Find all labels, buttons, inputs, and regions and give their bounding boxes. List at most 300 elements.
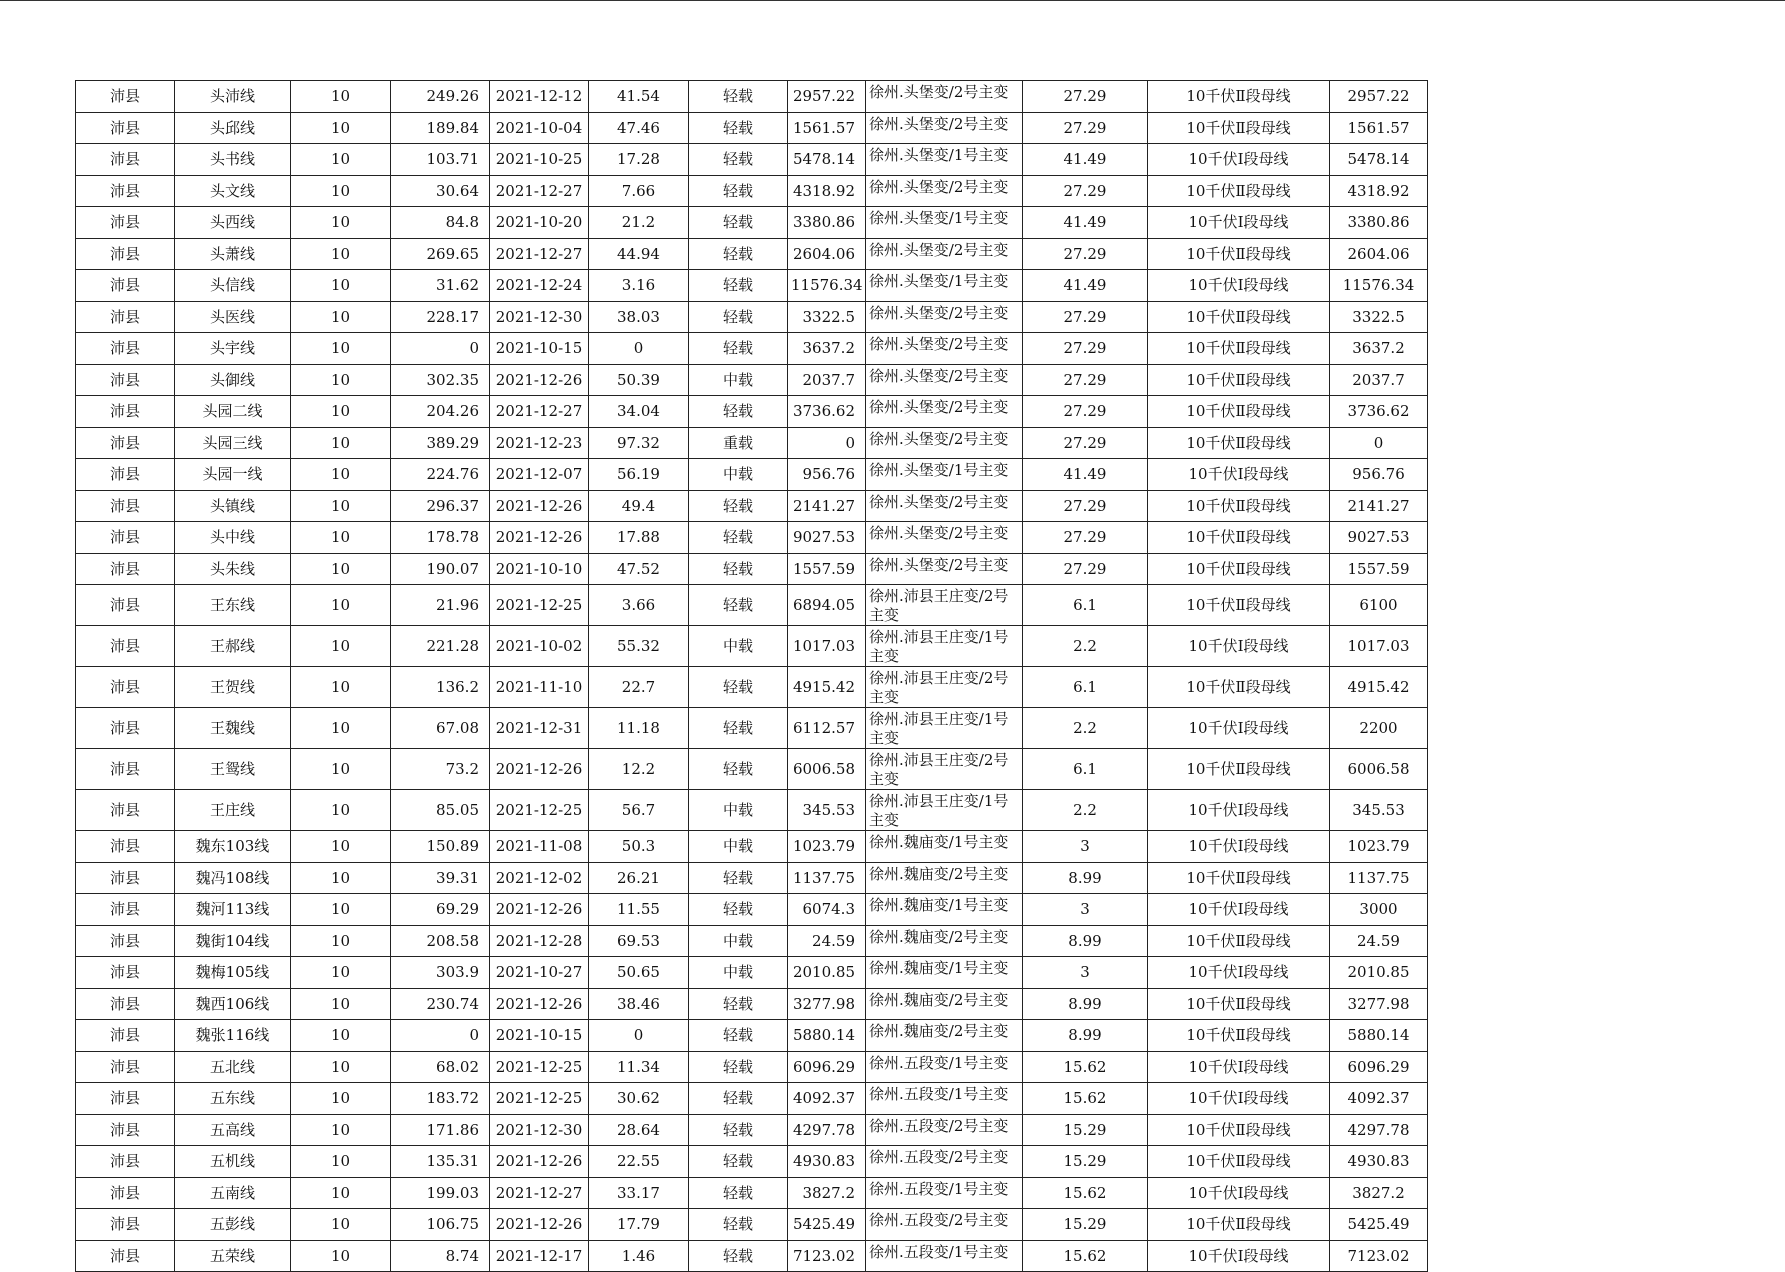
load-rate-cell: 11.55 [589,894,689,926]
spare-capacity-cell: 7123.02 [788,1240,866,1272]
voltage-cell: 10 [291,894,391,926]
load-rate-cell: 38.03 [589,301,689,333]
table-row [76,144,1428,176]
date-cell: 2021-10-02 [490,626,589,667]
spare-capacity-cell: 1137.75 [788,862,866,894]
voltage-cell: 10 [291,585,391,626]
transformer-load-rate-cell: 8.99 [1023,925,1148,957]
available-capacity-cell: 1561.57 [1330,112,1428,144]
county-cell: 沛县 [76,1083,175,1115]
table-row [76,862,1428,894]
busbar-cell: 10千伏Ⅰ段母线 [1148,1051,1330,1083]
substation-transformer-cell: 徐州.五段变/2号主变 [866,1114,1023,1146]
available-capacity-cell: 3277.98 [1330,988,1428,1020]
available-capacity-cell: 2957.22 [1330,81,1428,113]
current-cell: 135.31 [391,1146,490,1178]
date-cell: 2021-12-24 [490,270,589,302]
load-status-cell: 轻载 [689,396,788,428]
date-cell: 2021-12-26 [490,522,589,554]
available-capacity-cell: 6006.58 [1330,749,1428,790]
substation-transformer-cell: 徐州.头堡变/2号主变 [866,364,1023,396]
spare-capacity-cell: 2010.85 [788,957,866,989]
transformer-load-rate-cell: 27.29 [1023,553,1148,585]
load-status-cell: 轻载 [689,708,788,749]
available-capacity-cell: 4318.92 [1330,175,1428,207]
voltage-cell: 10 [291,1177,391,1209]
spare-capacity-cell: 2141.27 [788,490,866,522]
available-capacity-cell: 24.59 [1330,925,1428,957]
available-capacity-cell: 3736.62 [1330,396,1428,428]
date-cell: 2021-12-25 [490,790,589,831]
transformer-load-rate-cell: 27.29 [1023,175,1148,207]
busbar-cell: 10千伏Ⅱ段母线 [1148,333,1330,365]
busbar-cell: 10千伏Ⅰ段母线 [1148,207,1330,239]
line-name-cell: 五东线 [175,1083,291,1115]
current-cell: 103.71 [391,144,490,176]
table-body [76,81,1428,1272]
table-row [76,1177,1428,1209]
available-capacity-cell: 3637.2 [1330,333,1428,365]
county-cell: 沛县 [76,862,175,894]
load-status-cell: 中载 [689,790,788,831]
spare-capacity-cell: 4318.92 [788,175,866,207]
date-cell: 2021-12-26 [490,988,589,1020]
available-capacity-cell: 0 [1330,427,1428,459]
busbar-cell: 10千伏Ⅱ段母线 [1148,585,1330,626]
available-capacity-cell: 1023.79 [1330,831,1428,863]
line-name-cell: 魏西106线 [175,988,291,1020]
substation-transformer-cell: 徐州.头堡变/2号主变 [866,522,1023,554]
available-capacity-cell: 4297.78 [1330,1114,1428,1146]
voltage-cell: 10 [291,1209,391,1241]
load-rate-cell: 41.54 [589,81,689,113]
load-rate-cell: 55.32 [589,626,689,667]
substation-transformer-cell: 徐州.沛县王庄变/2号主变 [866,749,1023,790]
available-capacity-cell: 4915.42 [1330,667,1428,708]
substation-transformer-cell: 徐州.五段变/1号主变 [866,1051,1023,1083]
date-cell: 2021-12-31 [490,708,589,749]
current-cell: 21.96 [391,585,490,626]
table-row [76,749,1428,790]
busbar-cell: 10千伏Ⅱ段母线 [1148,1020,1330,1052]
current-cell: 178.78 [391,522,490,554]
load-status-cell: 轻载 [689,585,788,626]
line-name-cell: 头园一线 [175,459,291,491]
voltage-cell: 10 [291,1146,391,1178]
busbar-cell: 10千伏Ⅱ段母线 [1148,749,1330,790]
county-cell: 沛县 [76,749,175,790]
transformer-load-rate-cell: 6.1 [1023,667,1148,708]
spare-capacity-cell: 5880.14 [788,1020,866,1052]
load-status-cell: 轻载 [689,1240,788,1272]
busbar-cell: 10千伏Ⅰ段母线 [1148,790,1330,831]
table-row [76,175,1428,207]
current-cell: 0 [391,333,490,365]
busbar-cell: 10千伏Ⅰ段母线 [1148,831,1330,863]
substation-transformer-cell: 徐州.沛县王庄变/2号主变 [866,667,1023,708]
line-name-cell: 魏冯108线 [175,862,291,894]
load-rate-cell: 50.39 [589,364,689,396]
current-cell: 183.72 [391,1083,490,1115]
county-cell: 沛县 [76,207,175,239]
county-cell: 沛县 [76,790,175,831]
load-rate-cell: 11.34 [589,1051,689,1083]
line-name-cell: 五荣线 [175,1240,291,1272]
county-cell: 沛县 [76,708,175,749]
line-name-cell: 魏梅105线 [175,957,291,989]
spare-capacity-cell: 3322.5 [788,301,866,333]
current-cell: 73.2 [391,749,490,790]
load-rate-cell: 33.17 [589,1177,689,1209]
load-status-cell: 轻载 [689,749,788,790]
voltage-cell: 10 [291,957,391,989]
load-status-cell: 轻载 [689,1051,788,1083]
transformer-load-rate-cell: 3 [1023,894,1148,926]
spare-capacity-cell: 345.53 [788,790,866,831]
available-capacity-cell: 11576.34 [1330,270,1428,302]
county-cell: 沛县 [76,957,175,989]
voltage-cell: 10 [291,1114,391,1146]
transformer-load-rate-cell: 3 [1023,831,1148,863]
available-capacity-cell: 3380.86 [1330,207,1428,239]
spare-capacity-cell: 3277.98 [788,988,866,1020]
spare-capacity-cell: 3380.86 [788,207,866,239]
table-row [76,301,1428,333]
busbar-cell: 10千伏Ⅱ段母线 [1148,1114,1330,1146]
line-name-cell: 五高线 [175,1114,291,1146]
substation-transformer-cell: 徐州.五段变/1号主变 [866,1177,1023,1209]
substation-transformer-cell: 徐州.头堡变/1号主变 [866,207,1023,239]
substation-transformer-cell: 徐州.五段变/2号主变 [866,1146,1023,1178]
date-cell: 2021-12-28 [490,925,589,957]
voltage-cell: 10 [291,112,391,144]
transformer-load-rate-cell: 6.1 [1023,585,1148,626]
table-row [76,396,1428,428]
substation-transformer-cell: 徐州.头堡变/1号主变 [866,144,1023,176]
current-cell: 204.26 [391,396,490,428]
load-rate-cell: 50.65 [589,957,689,989]
transformer-load-rate-cell: 27.29 [1023,81,1148,113]
date-cell: 2021-12-12 [490,81,589,113]
transformer-load-rate-cell: 41.49 [1023,270,1148,302]
available-capacity-cell: 4092.37 [1330,1083,1428,1115]
county-cell: 沛县 [76,427,175,459]
spare-capacity-cell: 2037.7 [788,364,866,396]
county-cell: 沛县 [76,396,175,428]
transformer-load-rate-cell: 27.29 [1023,301,1148,333]
load-rate-cell: 97.32 [589,427,689,459]
spare-capacity-cell: 5425.49 [788,1209,866,1241]
load-rate-cell: 56.7 [589,790,689,831]
table-row [76,667,1428,708]
table-row [76,1146,1428,1178]
county-cell: 沛县 [76,1114,175,1146]
load-status-cell: 轻载 [689,988,788,1020]
current-cell: 84.8 [391,207,490,239]
transformer-load-rate-cell: 41.49 [1023,144,1148,176]
available-capacity-cell: 6100 [1330,585,1428,626]
date-cell: 2021-12-26 [490,1146,589,1178]
county-cell: 沛县 [76,175,175,207]
load-rate-cell: 50.3 [589,831,689,863]
table-row [76,1209,1428,1241]
current-cell: 150.89 [391,831,490,863]
line-name-cell: 头信线 [175,270,291,302]
voltage-cell: 10 [291,144,391,176]
county-cell: 沛县 [76,270,175,302]
date-cell: 2021-12-27 [490,1177,589,1209]
table-row [76,925,1428,957]
current-cell: 68.02 [391,1051,490,1083]
date-cell: 2021-12-27 [490,238,589,270]
line-name-cell: 王庄线 [175,790,291,831]
date-cell: 2021-12-26 [490,894,589,926]
spare-capacity-cell: 4930.83 [788,1146,866,1178]
load-rate-cell: 11.18 [589,708,689,749]
load-status-cell: 轻载 [689,1146,788,1178]
load-status-cell: 重载 [689,427,788,459]
date-cell: 2021-12-30 [490,301,589,333]
spare-capacity-cell: 3827.2 [788,1177,866,1209]
transformer-load-rate-cell: 2.2 [1023,790,1148,831]
voltage-cell: 10 [291,459,391,491]
table-row [76,207,1428,239]
spare-capacity-cell: 3736.62 [788,396,866,428]
busbar-cell: 10千伏Ⅱ段母线 [1148,238,1330,270]
transformer-load-rate-cell: 27.29 [1023,396,1148,428]
voltage-cell: 10 [291,1083,391,1115]
date-cell: 2021-12-26 [490,749,589,790]
voltage-cell: 10 [291,396,391,428]
date-cell: 2021-12-30 [490,1114,589,1146]
busbar-cell: 10千伏Ⅰ段母线 [1148,1177,1330,1209]
spare-capacity-cell: 4297.78 [788,1114,866,1146]
busbar-cell: 10千伏Ⅱ段母线 [1148,925,1330,957]
substation-transformer-cell: 徐州.头堡变/2号主变 [866,333,1023,365]
voltage-cell: 10 [291,301,391,333]
date-cell: 2021-12-27 [490,175,589,207]
table-row [76,1020,1428,1052]
line-name-cell: 头萧线 [175,238,291,270]
available-capacity-cell: 2604.06 [1330,238,1428,270]
busbar-cell: 10千伏Ⅱ段母线 [1148,427,1330,459]
busbar-cell: 10千伏Ⅰ段母线 [1148,894,1330,926]
voltage-cell: 10 [291,427,391,459]
substation-transformer-cell: 徐州.头堡变/2号主变 [866,396,1023,428]
line-name-cell: 魏张116线 [175,1020,291,1052]
current-cell: 208.58 [391,925,490,957]
county-cell: 沛县 [76,1020,175,1052]
line-name-cell: 五彭线 [175,1209,291,1241]
transformer-load-rate-cell: 6.1 [1023,749,1148,790]
load-status-cell: 轻载 [689,1177,788,1209]
load-rate-cell: 56.19 [589,459,689,491]
transformer-load-rate-cell: 27.29 [1023,333,1148,365]
current-cell: 389.29 [391,427,490,459]
county-cell: 沛县 [76,831,175,863]
date-cell: 2021-10-15 [490,1020,589,1052]
voltage-cell: 10 [291,831,391,863]
table-row [76,553,1428,585]
busbar-cell: 10千伏Ⅱ段母线 [1148,175,1330,207]
current-cell: 30.64 [391,175,490,207]
current-cell: 296.37 [391,490,490,522]
table-row [76,522,1428,554]
line-name-cell: 头朱线 [175,553,291,585]
busbar-cell: 10千伏Ⅰ段母线 [1148,1240,1330,1272]
transformer-load-rate-cell: 8.99 [1023,862,1148,894]
county-cell: 沛县 [76,1209,175,1241]
voltage-cell: 10 [291,81,391,113]
available-capacity-cell: 3827.2 [1330,1177,1428,1209]
transformer-load-rate-cell: 15.62 [1023,1240,1148,1272]
available-capacity-cell: 9027.53 [1330,522,1428,554]
line-name-cell: 头书线 [175,144,291,176]
current-cell: 31.62 [391,270,490,302]
busbar-cell: 10千伏Ⅱ段母线 [1148,522,1330,554]
busbar-cell: 10千伏Ⅱ段母线 [1148,301,1330,333]
load-rate-cell: 17.88 [589,522,689,554]
table-row [76,490,1428,522]
busbar-cell: 10千伏Ⅱ段母线 [1148,81,1330,113]
load-rate-cell: 47.46 [589,112,689,144]
transformer-load-rate-cell: 27.29 [1023,364,1148,396]
voltage-cell: 10 [291,708,391,749]
line-name-cell: 头园三线 [175,427,291,459]
county-cell: 沛县 [76,364,175,396]
transformer-load-rate-cell: 15.62 [1023,1083,1148,1115]
line-name-cell: 王贺线 [175,667,291,708]
current-cell: 230.74 [391,988,490,1020]
load-rate-cell: 49.4 [589,490,689,522]
voltage-cell: 10 [291,364,391,396]
line-name-cell: 五机线 [175,1146,291,1178]
date-cell: 2021-12-07 [490,459,589,491]
substation-transformer-cell: 徐州.沛县王庄变/1号主变 [866,708,1023,749]
load-rate-cell: 28.64 [589,1114,689,1146]
date-cell: 2021-12-17 [490,1240,589,1272]
substation-transformer-cell: 徐州.魏庙变/2号主变 [866,988,1023,1020]
spare-capacity-cell: 24.59 [788,925,866,957]
current-cell: 302.35 [391,364,490,396]
load-rate-cell: 12.2 [589,749,689,790]
transformer-load-rate-cell: 15.29 [1023,1209,1148,1241]
table-row [76,585,1428,626]
transformer-load-rate-cell: 27.29 [1023,427,1148,459]
voltage-cell: 10 [291,522,391,554]
busbar-cell: 10千伏Ⅱ段母线 [1148,112,1330,144]
table-row [76,364,1428,396]
table-row [76,459,1428,491]
feeder-load-table [75,80,1428,1272]
line-name-cell: 魏东103线 [175,831,291,863]
substation-transformer-cell: 徐州.头堡变/2号主变 [866,175,1023,207]
substation-transformer-cell: 徐州.五段变/1号主变 [866,1240,1023,1272]
county-cell: 沛县 [76,553,175,585]
date-cell: 2021-11-10 [490,667,589,708]
substation-transformer-cell: 徐州.沛县王庄变/1号主变 [866,626,1023,667]
line-name-cell: 王魏线 [175,708,291,749]
county-cell: 沛县 [76,988,175,1020]
available-capacity-cell: 4930.83 [1330,1146,1428,1178]
date-cell: 2021-12-23 [490,427,589,459]
busbar-cell: 10千伏Ⅱ段母线 [1148,862,1330,894]
transformer-load-rate-cell: 27.29 [1023,522,1148,554]
spare-capacity-cell: 3637.2 [788,333,866,365]
load-status-cell: 轻载 [689,1209,788,1241]
date-cell: 2021-12-26 [490,490,589,522]
county-cell: 沛县 [76,585,175,626]
county-cell: 沛县 [76,301,175,333]
date-cell: 2021-10-27 [490,957,589,989]
transformer-load-rate-cell: 15.62 [1023,1051,1148,1083]
county-cell: 沛县 [76,626,175,667]
line-name-cell: 王郝线 [175,626,291,667]
spare-capacity-cell: 2957.22 [788,81,866,113]
load-rate-cell: 38.46 [589,988,689,1020]
voltage-cell: 10 [291,1240,391,1272]
substation-transformer-cell: 徐州.五段变/2号主变 [866,1209,1023,1241]
available-capacity-cell: 1557.59 [1330,553,1428,585]
available-capacity-cell: 5425.49 [1330,1209,1428,1241]
available-capacity-cell: 2200 [1330,708,1428,749]
current-cell: 199.03 [391,1177,490,1209]
busbar-cell: 10千伏Ⅰ段母线 [1148,459,1330,491]
available-capacity-cell: 5880.14 [1330,1020,1428,1052]
available-capacity-cell: 2141.27 [1330,490,1428,522]
substation-transformer-cell: 徐州.头堡变/2号主变 [866,301,1023,333]
busbar-cell: 10千伏Ⅱ段母线 [1148,490,1330,522]
date-cell: 2021-12-25 [490,1051,589,1083]
voltage-cell: 10 [291,207,391,239]
current-cell: 106.75 [391,1209,490,1241]
busbar-cell: 10千伏Ⅰ段母线 [1148,270,1330,302]
voltage-cell: 10 [291,862,391,894]
spare-capacity-cell: 2604.06 [788,238,866,270]
county-cell: 沛县 [76,1051,175,1083]
load-status-cell: 轻载 [689,667,788,708]
voltage-cell: 10 [291,333,391,365]
substation-transformer-cell: 徐州.魏庙变/1号主变 [866,957,1023,989]
current-cell: 224.76 [391,459,490,491]
load-rate-cell: 69.53 [589,925,689,957]
current-cell: 190.07 [391,553,490,585]
spare-capacity-cell: 0 [788,427,866,459]
load-status-cell: 轻载 [689,81,788,113]
load-rate-cell: 7.66 [589,175,689,207]
busbar-cell: 10千伏Ⅱ段母线 [1148,988,1330,1020]
load-rate-cell: 0 [589,333,689,365]
spare-capacity-cell: 11576.34 [788,270,866,302]
load-status-cell: 轻载 [689,112,788,144]
load-status-cell: 轻载 [689,1083,788,1115]
spare-capacity-cell: 1023.79 [788,831,866,863]
busbar-cell: 10千伏Ⅰ段母线 [1148,708,1330,749]
spare-capacity-cell: 1561.57 [788,112,866,144]
transformer-load-rate-cell: 15.62 [1023,1177,1148,1209]
date-cell: 2021-12-02 [490,862,589,894]
current-cell: 189.84 [391,112,490,144]
busbar-cell: 10千伏Ⅰ段母线 [1148,1083,1330,1115]
page-top-rule [0,0,1785,1]
transformer-load-rate-cell: 27.29 [1023,490,1148,522]
current-cell: 69.29 [391,894,490,926]
voltage-cell: 10 [291,1051,391,1083]
date-cell: 2021-12-25 [490,585,589,626]
table-row [76,1083,1428,1115]
current-cell: 221.28 [391,626,490,667]
load-status-cell: 中载 [689,925,788,957]
